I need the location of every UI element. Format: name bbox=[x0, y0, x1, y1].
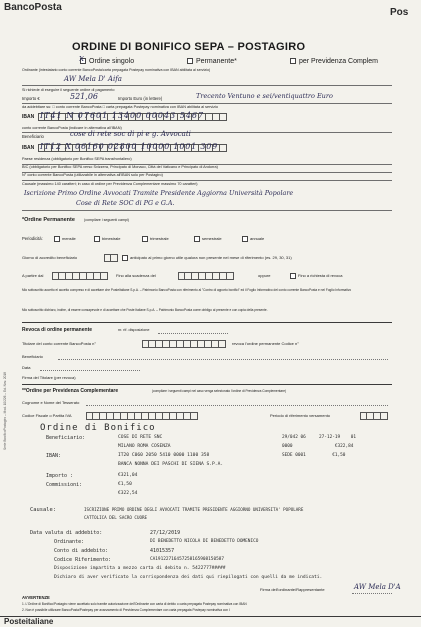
avvertenze-2: 2. Non è possibile utilizzare BancoPosta/Postepay per avanzamento di Previdenza Complementare con carta prepagata Postepay nominativa con I bbox=[22, 608, 230, 612]
receipt-valuta-value: 27/12/2019 bbox=[150, 530, 181, 536]
importo-lettere-label: Importo Euro (in lettere) bbox=[118, 96, 163, 101]
receipt-codice-value: CA19122716457258165908150587 bbox=[150, 557, 225, 562]
ordinante-value[interactable]: AW Mela D' Aifa bbox=[64, 75, 122, 83]
receipt-firma-label: Firma dell'ordinante/Rappresentante bbox=[260, 587, 325, 592]
beneficiario-label: Beneficiario bbox=[22, 134, 44, 139]
beneficiario2-label: Beneficiario bbox=[22, 354, 43, 359]
revoca-righe-label: revoca l'ordine permanente Codice n° bbox=[232, 341, 299, 346]
brand-logo-right: Pos bbox=[390, 7, 409, 18]
permanente-note: (compilare i seguenti campi) bbox=[84, 218, 129, 222]
periodicita-annuale: annuale bbox=[250, 236, 265, 241]
addebito-label: da addebitare su: □ conto corrente BancoPosta □ carta prepagata Postepay nominativa con IBAN abilitata al servizio bbox=[22, 105, 219, 109]
option-previdenza-checkbox[interactable] bbox=[290, 58, 296, 64]
causale-label: Causale (massimo 140 caratteri; in caso di ordine per Previdenza Complementare massimo 70 caratteri) bbox=[22, 182, 198, 186]
periodicita-mensile-checkbox[interactable] bbox=[54, 236, 60, 242]
causale-line2[interactable]: Cose di Rete SOC di PG e G.A. bbox=[76, 199, 175, 207]
posteitaliane-logo: Posteitaliane bbox=[4, 617, 54, 626]
periodicita-semestrale: semestrale bbox=[202, 236, 222, 241]
receipt-disposizione: Disposizione impartita a mezzo carta di debito n. 5422777##### bbox=[54, 566, 226, 571]
ordinante-label: Ordinante (intestatario conto corrente BancoPosta/carta prepagata Postepay nominativa con IBAN abilitata al servizio) bbox=[22, 68, 211, 72]
option-permanente-checkbox[interactable] bbox=[187, 58, 193, 64]
partire-boxes[interactable] bbox=[52, 272, 108, 280]
receipt-beneficiario: COSE DI RETE SNC bbox=[118, 435, 163, 440]
giorno-boxes[interactable] bbox=[104, 254, 118, 262]
receipt-valuta-label: Data valuta di addebito: bbox=[30, 530, 103, 536]
avvertenze-title: AVVERTENZE bbox=[22, 595, 50, 600]
option-ordine-singolo: Ordine singolo bbox=[89, 58, 135, 65]
privacy-text-2: Mio sottoscritto dichiaro, inoltre, di essere consapevole e di accettare che Poste Italiane S.p.A. – Patrimonio BancoPosta come obbligo al presente e con copia della presente. bbox=[22, 308, 268, 312]
giorno-anticipato-checkbox[interactable] bbox=[122, 255, 128, 261]
receipt-right-2: 0000 €322,84 bbox=[282, 444, 354, 449]
importo-line bbox=[22, 103, 392, 104]
receipt-ordinante-value: DI BENEDETTO NICOLA DI BENEDETTO DOMENICO bbox=[150, 539, 259, 544]
receipt-beneficiario-city: MILANO ROMA COSENZA bbox=[118, 444, 171, 449]
avvertenze-1: 1. L'Ordine di Bonifico/Postagiro viene accettato solo tramite autorizzazione dell'Ordinante con carta di debito o carta prepagata Postepay nominativa con IBAN bbox=[22, 602, 247, 606]
receipt-label-importo: Importo : bbox=[46, 473, 74, 479]
iban2-label: IBAN bbox=[22, 145, 35, 151]
cognome-label: Cognome e Nome del Tesserato bbox=[22, 400, 80, 405]
revoca-label: Revoca di ordine permanente bbox=[22, 327, 93, 333]
periodo-boxes[interactable] bbox=[360, 412, 388, 420]
iban2-value[interactable]: IT12 X 06160 02800 10000 1001 309 bbox=[40, 142, 219, 151]
paese-label: Paese residenza (obbligatorio per Bonifico SEPA transfrontaliero) bbox=[22, 157, 132, 161]
importo-value[interactable]: 521,06 bbox=[70, 92, 98, 101]
permanente-label: *Ordine Permanente bbox=[22, 217, 75, 223]
periodo-label: Periodo di riferimento versamento bbox=[270, 413, 331, 418]
importo-lettere-value[interactable]: Trecento Ventuno e sei/ventiquattro Euro bbox=[196, 92, 333, 100]
receipt-iban: IT20 C060 2050 5410 0000 1100 358 bbox=[118, 453, 210, 458]
causale-line1[interactable]: Iscrizione Primo Ordine Avvocati Tramite Presidente Aggiorna Università Popolare bbox=[24, 189, 294, 197]
receipt-importo: €321,04 bbox=[118, 473, 138, 478]
receipt-title: Ordine di Bonifico bbox=[40, 423, 156, 433]
option-permanente: Permanente* bbox=[196, 58, 237, 65]
side-serial-label: Serie BonificoPostagiro – Mod. 10/226 – Ed. Nov. 2018 bbox=[3, 372, 7, 450]
receipt-label-iban: IBAN: bbox=[46, 453, 62, 459]
iban-label: IBAN bbox=[22, 114, 35, 120]
codice-fiscale-boxes[interactable] bbox=[86, 412, 198, 420]
privacy-divider bbox=[22, 322, 392, 323]
receipt-firma-value[interactable]: AW Mela D'A bbox=[354, 583, 401, 591]
receipt-label-commissioni: Commissioni: bbox=[46, 482, 83, 488]
titolare-boxes[interactable] bbox=[142, 340, 226, 348]
receipt-dichiaro: Dichiaro di aver verificato la corrispondenza dei dati qui riepilogati con quelli da me indicati. bbox=[54, 575, 323, 580]
titolare-label: Titolare del conto corrente BancoPosta n° bbox=[22, 341, 96, 346]
receipt-right-3: SEDE 0001 €1,50 bbox=[282, 453, 349, 458]
receipt-codice-label: Codice Riferimento: bbox=[54, 557, 112, 563]
revoca-divider bbox=[22, 384, 392, 385]
giorno-label: Giorno di accredito beneficiario bbox=[22, 255, 78, 260]
giorno-text: anticipato al primo giorno utile qualora non presente nel mese di riferimento (es. 29, 30, 31) bbox=[130, 255, 292, 260]
conto-postagiro-line bbox=[22, 180, 392, 181]
form-title: ORDINE DI BONIFICO SEPA – POSTAGIRO bbox=[72, 41, 306, 53]
receipt-label-beneficiario: Beneficiario: bbox=[46, 435, 86, 441]
data-label: Data bbox=[22, 365, 31, 370]
periodicita-mensile: mensile bbox=[62, 236, 76, 241]
receipt-conto-value: 41015357 bbox=[150, 548, 175, 554]
privacy-text-1: Mio sottoscritto accetto el accetto compreso e di accettare che PosteItaliane S.p.A. – Patrimonio BancoPosta con riferimento al "Contro di apporto bonifici" ed il Foglio Informativo del conto corrente BancoPosta e nel Foglio Informativo bbox=[22, 288, 352, 292]
periodicita-annuale-checkbox[interactable] bbox=[242, 236, 248, 242]
brand-logo: BancoPosta bbox=[4, 2, 62, 13]
periodicita-bimestrale: bimestrale bbox=[102, 236, 121, 241]
data-line[interactable] bbox=[40, 370, 140, 371]
firma-revoca-label: Firma del Titolare (per revoca) bbox=[22, 375, 76, 380]
previdenza-note: (compilare i seguenti campi nel caso venga selezionato l'ordine di Previdenza Complementare) bbox=[152, 389, 287, 393]
beneficiario2-line[interactable] bbox=[58, 359, 388, 360]
conto-label: conto corrente BancoPosta (indicare in alternativa all'IBAN) bbox=[22, 126, 122, 130]
ordinante-line bbox=[22, 85, 392, 86]
revoca-rif-label: nr. rif. disposizione bbox=[118, 328, 150, 332]
receipt-causale-2: CATTOLICA DEL SACRO CUORE bbox=[84, 515, 148, 520]
receipt-totale: €322,54 bbox=[118, 491, 138, 496]
beneficiario-value[interactable]: cose di rete soc di pi e g. Avvocati bbox=[70, 130, 191, 138]
receipt-causale-1: ISCRIZIONE PRIMO ORDINE DEGLI AVVOCATI TRAMITE PRESIDENTE AGGIORNO UNIVERSITA' POPOLARE bbox=[84, 507, 304, 512]
receipt-ordinante-label: Ordinante: bbox=[54, 539, 85, 545]
periodicita-bimestrale-checkbox[interactable] bbox=[94, 236, 100, 242]
importo-label: Importo € bbox=[22, 96, 40, 101]
revoca-rif-line[interactable] bbox=[158, 333, 228, 334]
receipt-right-1: 29/042 06 27-12-19 01 bbox=[282, 435, 357, 440]
periodicita-trimestrale-checkbox[interactable] bbox=[142, 236, 148, 242]
causale-line bbox=[22, 210, 392, 211]
fino-revoca-label: Fino a richiesta di revoca bbox=[298, 273, 343, 278]
receipt-firma-line bbox=[352, 593, 392, 594]
cognome-line[interactable] bbox=[86, 405, 388, 406]
footer-divider bbox=[0, 616, 421, 617]
periodicita-label: Periodicità: bbox=[22, 236, 43, 241]
option-previdenza: per Previdenza Complem bbox=[299, 58, 378, 65]
codice-fiscale-label: Codice Fiscale o Partita IVA bbox=[22, 413, 72, 418]
bic-label: BIC (obbligatorio per Bonifico SEPA verso Svizzera, Principato di Monaco, Città del Vaticano e Principato di Andorra) bbox=[22, 165, 218, 169]
periodicita-trimestrale: trimestrale bbox=[150, 236, 169, 241]
iban-value[interactable]: IT41 N 07601 13400 00043 5467 bbox=[40, 111, 205, 120]
oppure-label: oppure bbox=[258, 273, 271, 278]
fino-label: Fino alla scadenza del bbox=[116, 273, 156, 278]
richiede-text: Si richiede di eseguire il seguente ordine di pagamento bbox=[22, 88, 115, 92]
previdenza-label: **Ordine per Previdenza Complementare bbox=[22, 388, 119, 394]
receipt-commissioni: €1,50 bbox=[118, 482, 132, 487]
partire-label: A partire dal bbox=[22, 273, 44, 278]
conto-postagiro-label: N° conto corrente BancoPosta (utilizzabile in alternativa all'IBAN solo per Postagiro) bbox=[22, 173, 163, 177]
receipt-causale-label: Causale: bbox=[30, 507, 56, 513]
receipt-bank: BANCA NONNA DEI PASCHI DI SIENA S.P.A. bbox=[118, 462, 224, 467]
receipt-conto-label: Conto di addebito: bbox=[54, 548, 109, 554]
fino-boxes[interactable] bbox=[178, 272, 234, 280]
periodicita-semestrale-checkbox[interactable] bbox=[194, 236, 200, 242]
fino-revoca-checkbox[interactable] bbox=[290, 273, 296, 279]
side-serial-text bbox=[3, 250, 13, 450]
option-checkmark: x bbox=[79, 54, 85, 64]
